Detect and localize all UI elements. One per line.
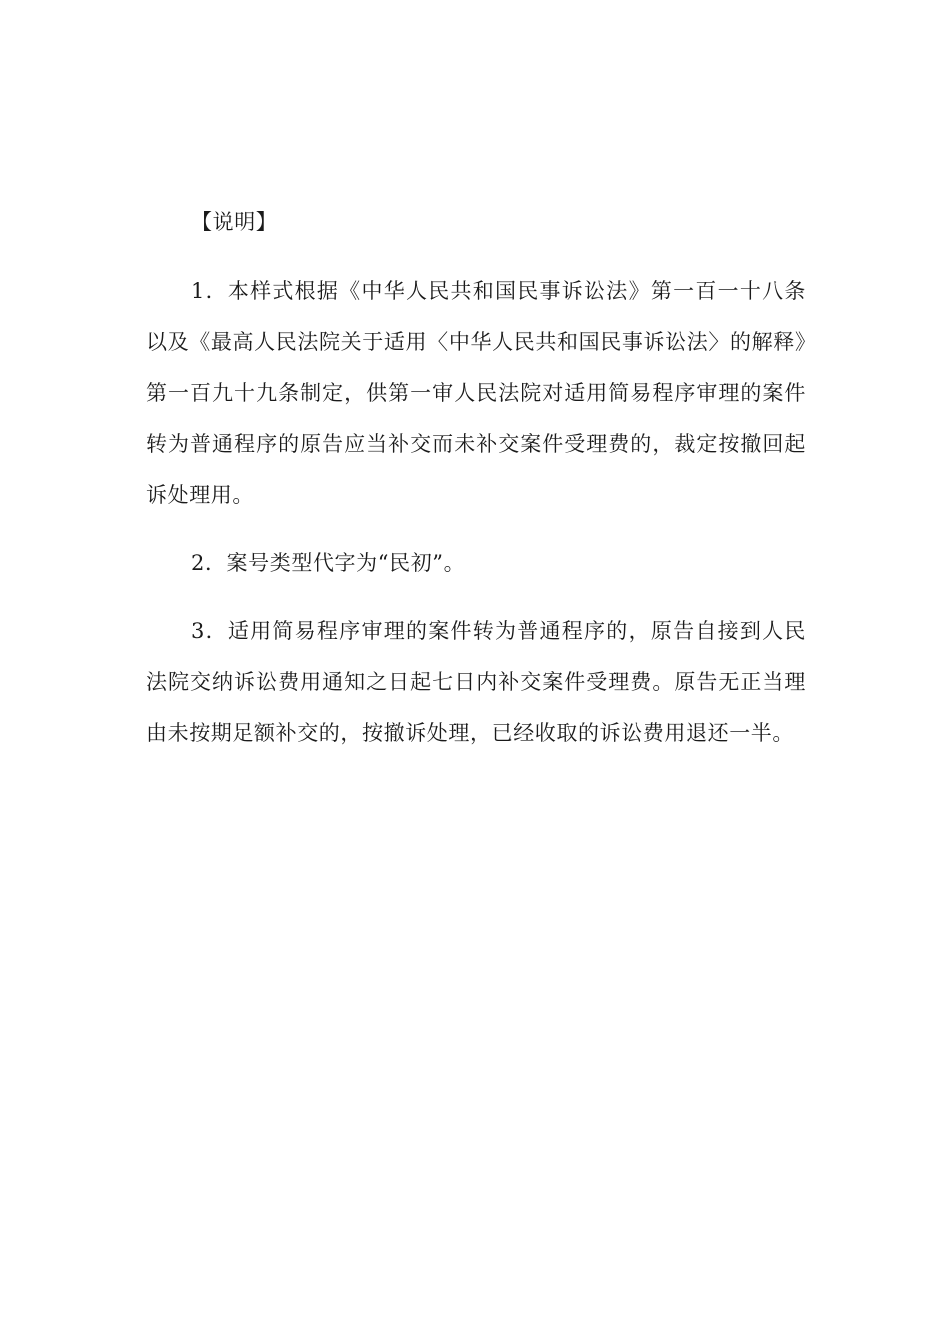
document-body (146, 197, 806, 776)
note-paragraph-3: 3．适用简易程序审理的案件转为普通程序的，原告自接到人民法院交纳诉讼费用通知之日起七日内补交案件受理费。原告无正当理由未按期足额补交的，按撤诉处理，已经收取的诉讼费用退还一半。 (146, 619, 806, 745)
note-paragraph-1: 1．本样式根据《中华人民共和国民事诉讼法》第一百一十八条以及《最高人民法院关于适用〈中华人民共和国民事诉讼法〉的解释》第一百九十九条制定，供第一审人民法院对适用简易程序审理的案件转为普通程序的原告应当补交而未补交案件受理费的，裁定按撤回起诉处理用。 (146, 279, 806, 507)
note-paragraph-2: 2．案号类型代字为“民初”。 (191, 551, 466, 575)
section-heading: 【说明】 (191, 210, 278, 234)
